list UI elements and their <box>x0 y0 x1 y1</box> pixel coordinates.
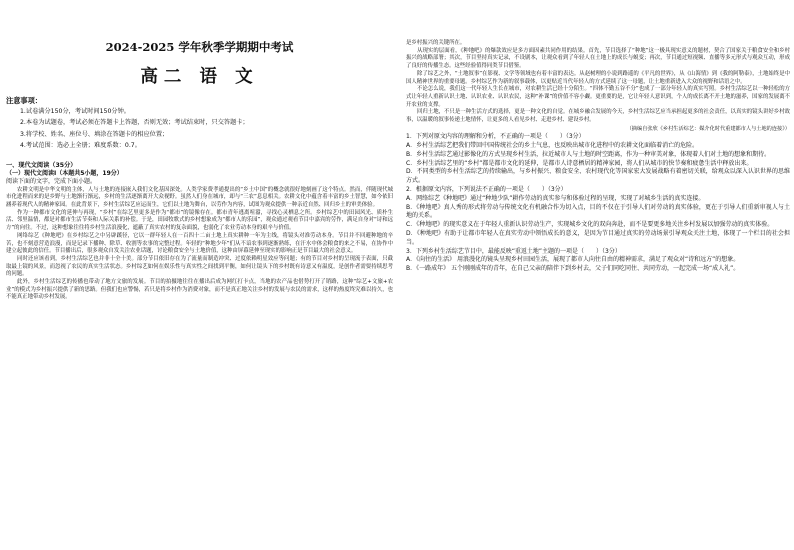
question-option: C．乡村生活综艺里的“乡村”都是都市文化的延伸，是都市人诗意栖居的精神家园，将人们从城市的快节奏和疲惫生活中释放出来。 <box>406 159 753 167</box>
passage-paragraph: 同时还应该看到，乡村生活综艺也并非十全十美。部分节目依旧存在为了流量而制造冲突、过度依赖明星效应等问题；有的节目对乡村的呈现流于表面，只截取最上镜的风景，而忽视了农民的真实生活状态。乡村综艺如何在娱乐性与真实性之间找到平衡，如何让镜头下的乡村既有诗意又有温度，是创作者需要持续思考的问题。 <box>6 255 393 278</box>
notice-item: 3.将学校、姓名、座位号、填涂在答题卡的相应位置； <box>20 130 169 138</box>
question-option: D．《种地吧》有助于让都市年轻人在真实劳动中领悟成长的意义，是因为节目通过真实的劳动场景引导观众关注土地，体现了一个栏目的社会担当。 <box>406 230 790 246</box>
question-option: B．乡村生活综艺通过影像化的方式呈现乡村生活，拉近城市人与土地的时空距离，作为一种审美对象，体现着人们对土地的想象和期待。 <box>406 150 771 158</box>
question-option: B．《种地吧》真人秀的形式将劳动与传统文化有机融合作为切入点，目的不仅在于引导人们对劳动的真实体验，更在于引导人们重新审视人与土地的关系。 <box>406 203 790 220</box>
passage-paragraph: 此外，乡村生活综艺的传播也带动了地方文旅的发展。节目的拍摄地往往在播出后成为网红打卡点，当地的农产品也借势打开了销路，这种“综艺+文旅+农业”的模式为乡村振兴提供了新的思路。但我们也应警惕，若只是将乡村作为消费对象，而不是真正地关注乡村的发展与农民的需求，这样的热度终究难以持久，也不能真正地带动乡村发展。 <box>6 279 393 301</box>
question-stem: 3．下列乡村生活综艺节目中，最能反映“重返土地”主题的一项是（ ）（3分） <box>406 247 621 255</box>
question-option: D．不同类型的乡村生活综艺的持续输出，与乡村振兴、粮食安全、农村现代化等国家宏大发展战略有着密切关联，给观众以深入认识世界的思维方式。 <box>406 168 790 185</box>
question-stem: 1．下列对原文内容的理解和分析，不正确的一项是（ ）（3分） <box>406 133 585 141</box>
question-option: B．《一路成年》 五个刚刚成年的青年，在自己父亲的陪伴下到乡村去，父子们同吃同住、共同劳动，一起完成一场“成人礼”。 <box>406 265 740 273</box>
notice-heading: 注意事项： <box>6 96 42 105</box>
passage-paragraph: 作为一种都市文化的延伸与再现，“乡村”在综艺里更多是作为“都市”的镜像存在。都市青年逃离喧嚣，寻找心灵栖息之所。乡村综艺中的田园风光、质朴生活、邻里温情，都是对都市生活节奏和人际关系的补偿。于是，田园牧歌式的乡村想象成为“都市人的乐园”，观众通过观看节目中嘉宾的劳作，满足自身对“诗和远方”的向往。不过，这种想象往往将乡村生活浪漫化，遮蔽了真实农村的复杂面貌，也弱化了农业劳动本身的艰辛与价值。 <box>6 209 393 232</box>
question-option: A．乡村生活综艺把我们带回中国传统社会的乡土气息，也反映出城市化进程中的农耕文化面临着消亡的危险。 <box>406 142 699 150</box>
subject-title: 高二 语 文 <box>140 67 259 87</box>
notice-item: 4.考试范围：选必上全册；难度系数：0.7。 <box>20 142 141 150</box>
question-option: A．《向往的生活》 用浪漫化的镜头呈现乡村田园生活，展现了都市人向往自由的精神需求，满足了观众对“诗和远方”的想象。 <box>406 256 740 264</box>
passage-paragraph: 除了综艺之外，“土地叙事”在影视、文学等领域也有着丰富的表达。从赵树理的小说到路遥的《平凡的世界》，从《山海情》到《我的阿勒泰》，土地始终是中国人精神世界的重要母题。乡村综艺作为新的叙事载体，以更贴近当代年轻人的方式延续了这一母题，让土地重新进入大众的视野和话语之中。 <box>406 70 790 85</box>
passage-paragraph: 农耕文明是中华文明的主体，人与土地的连接嵌入我们文化基因深处。人类学家费孝通提出的“乡土中国”的概念就很好地刻画了这个特点。然而，伴随现代城市化进程而来的是乡野与土地渐行渐远，乡村的生活逐渐离开大众视野。虽然人们身在城市，却与“三农”息息相关。农耕文化中蕴含着丰富的乡土智慧，如今依旧涵养着现代人的精神家园。在此背景下，乡村生活综艺应运而生，它们以土地为舞台，以劳作为内容，试图为观众提供一种亲近自然、回归乡土的审美体验。 <box>6 186 393 209</box>
notice-item: 2.本卷为试题卷，考试必须在答题卡上答题，否则无效；考试结束时，只交答题卡； <box>20 119 249 127</box>
left-column <box>6 0 393 302</box>
passage-paragraph: 是乡村振兴的关键所在。 <box>406 40 466 46</box>
passage-paragraph: 网络综艺《种地吧》在乡村综艺之中另辟蹊径，它以一群年轻人在一百四十二亩土地上真实耕种一年为主线，将镜头对准劳动本身。节目并不回避种地的辛苦，也不刻意营造浪漫，而是记录下播种、除草、收割等农事的完整过程。年轻的“种地少年”们从不谙农事到逐渐熟练，在汗水中体会粮食的来之不易，在协作中建立起彼此的信任。节目播出后，很多观众自发关注农业话题，讨论粮食安全与土地价值，这种由屏幕延伸至现实的影响正是节目最大的社会意义。 <box>6 232 393 255</box>
right-column <box>406 0 790 274</box>
passage-paragraph: 不论怎么说，我们这一代年轻人生长在城市，对农耕生活已经十分陌生。“四体不勤五谷不分”也成了一部分年轻人的真实写照。乡村生活综艺以一种轻松的方式让年轻人重新认识土地、认识农业、认识农民，这种“补课”的价值不容小觑。更重要的是，它让年轻人意识到，个人的成长离不开土地的滋养，国家的发展离不开农业的支撑。 <box>406 86 790 108</box>
subsection-heading: （一）现代文阅读Ⅰ（本题共5小题，19分） <box>6 169 123 177</box>
section-heading: 一、现代文阅读（35分） <box>6 161 77 169</box>
question-option: A．网络综艺《种地吧》通过“种地少队”耕作劳动的真实参与和体验过程的呈现，实现了对城乡生活的真实连接。 <box>406 194 705 202</box>
question-option: C．《种地吧》的现实意义在于年轻人重新认识劳动生产，实现城乡文化的双向奔赴，而不是要更多地关注乡村发展以加强劳动的真实体验。 <box>406 221 774 229</box>
notice-item: 1.试卷满分150分，考试时间150分钟。 <box>20 108 130 115</box>
passage-paragraph: 从现实的层面看，《种地吧》的爆款效应是多方面因素共同作用的结果。首先，节目选择了“种地”这一极具现实意义的题材，契合了国家关于粮食安全和乡村振兴的战略部署；其次，节目坚持真实记录，不设剧本，让观众看到了年轻人在土地上的成长与蜕变；再次，节目通过短视频、直播等多元形式与观众互动，形成了良好的传播生态。这些经验值得同类节目借鉴。 <box>406 47 790 70</box>
exam-title: 2024-2025 学年秋季学期期中考试 <box>105 40 294 54</box>
question-stem: 2．根据原文内容，下列说法不正确的一项是（ ）（3分） <box>406 186 567 194</box>
reading-instruction: 阅读下面的文字，完成下面小题。 <box>6 178 97 186</box>
passage-source: （摘编自张欣《乡村生活综艺：媒介化时代重建都市人与土地的连接》） <box>626 125 790 132</box>
passage-paragraph: 回归土地，不只是一种生活方式的选择，更是一种文化的自觉。在城乡融合发展的今天，乡村生活综艺应当承担起更多的社会责任，以真实的镜头讲好乡村故事，以温暖的叙事传递土地情怀，让更多的人看见乡村、走进乡村、建设乡村。 <box>406 109 790 124</box>
